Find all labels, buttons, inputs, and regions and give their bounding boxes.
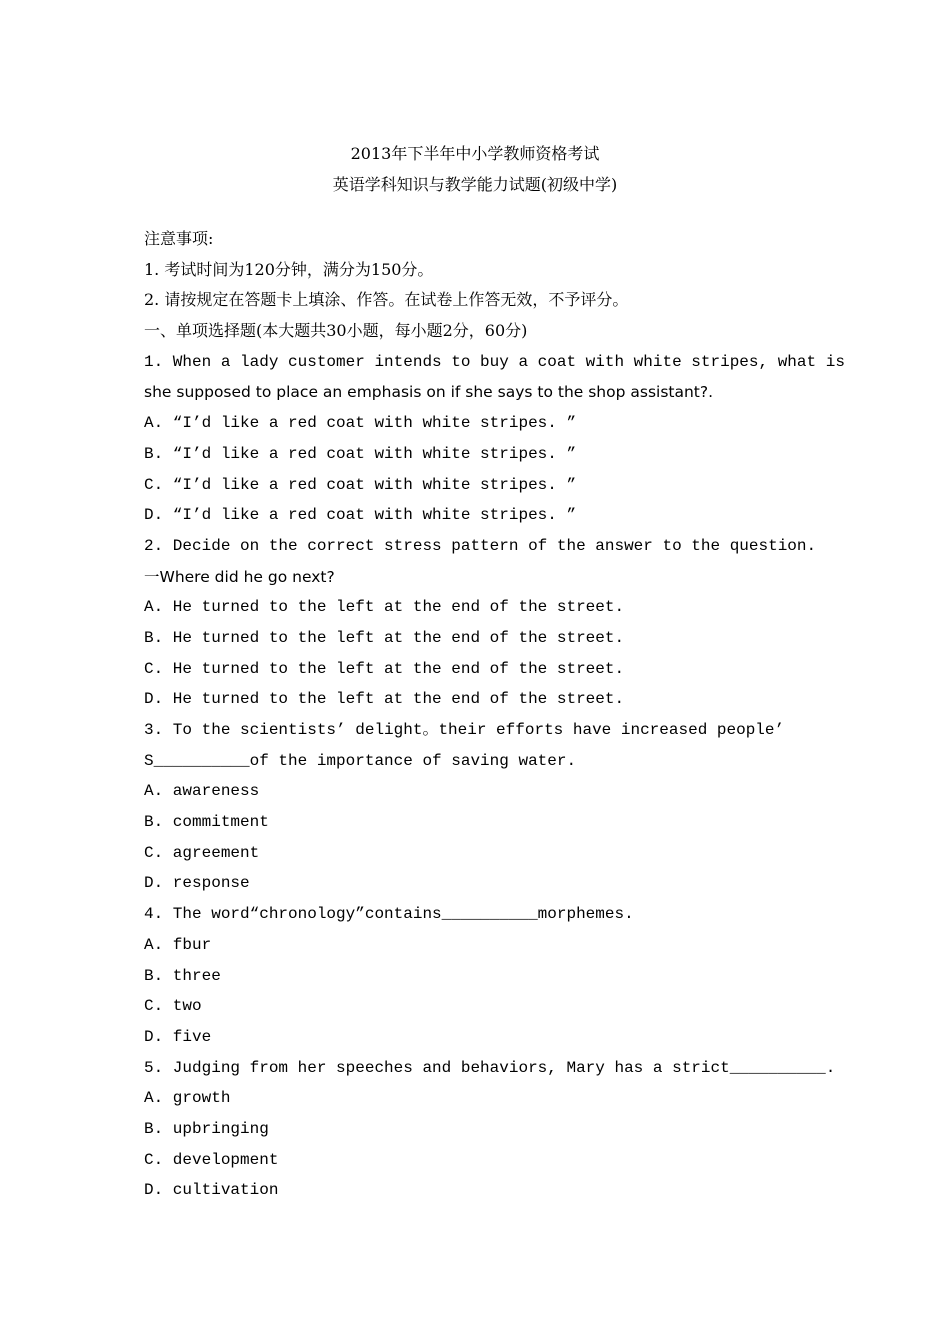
question-2-option-d: D. He turned to the left at the end of the street. (144, 690, 625, 709)
exam-title: 2013年下半年中小学教师资格考试 (350, 144, 600, 163)
question-3-option-a: A. awareness (144, 782, 260, 801)
question-1-stem-line-1: 1. When a lady customer intends to buy a coat with white stripes, what is (144, 352, 845, 371)
question-3-option-b: B. commitment (144, 813, 269, 832)
question-3-option-d: D. response (144, 874, 250, 893)
exam-subtitle: 英语学科知识与教学能力试题(初级中学) (332, 175, 618, 194)
exam-body (144, 224, 845, 1206)
question-1-option-b: B. “I’d like a red coat with white stripes. ” (144, 444, 577, 463)
question-3-option-c: C. agreement (144, 843, 260, 862)
question-4-stem: 4. The word“chronology”contains__________morphemes. (144, 905, 634, 924)
question-2-stem-line-1: 2. Decide on the correct stress pattern of the answer to the question. (144, 536, 817, 555)
question-4-option-c: C. two (144, 997, 202, 1016)
question-2-option-a: A. He turned to the left at the end of the street. (144, 598, 625, 617)
section-heading: 一、单项选择题(本大题共30小题，每小题2分，60分) (144, 321, 528, 341)
notes-item-1: 1. 考试时间为120分钟，满分为150分。 (144, 259, 434, 279)
question-2-stem-line-2: 一Where did he go next? (144, 567, 335, 586)
question-5-option-a: A. growth (144, 1089, 231, 1108)
question-1-option-a: A. “I’d like a red coat with white stripes. ” (144, 414, 577, 433)
notes-heading: 注意事项: (144, 229, 214, 248)
question-5-option-b: B. upbringing (144, 1119, 269, 1138)
question-3-stem-line-1: 3. To the scientists’ delight。their efforts have increased people’ (144, 721, 785, 739)
question-5-option-d: D. cultivation (144, 1181, 279, 1200)
question-4-option-b: B. three (144, 966, 221, 985)
question-1-option-d: D. “I’d like a red coat with white stripes. ” (144, 506, 577, 525)
question-4-option-d: D. five (144, 1027, 212, 1046)
question-2-option-b: B. He turned to the left at the end of the street. (144, 628, 625, 647)
question-1-stem-line-2: she supposed to place an emphasis on if she says to the shop assistant?. (144, 383, 714, 402)
question-1-option-c: C. “I’d like a red coat with white stripes. ” (144, 475, 577, 494)
question-3-stem-line-2: S__________of the importance of saving water. (144, 751, 577, 770)
question-5-stem: 5. Judging from her speeches and behaviors, Mary has a strict__________. (144, 1058, 836, 1077)
notes-item-2: 2. 请按规定在答题卡上填涂、作答。在试卷上作答无效，不予评分。 (144, 290, 629, 310)
question-5-option-c: C. development (144, 1150, 279, 1169)
question-4-option-a: A. fbur (144, 935, 212, 954)
question-2-option-c: C. He turned to the left at the end of the street. (144, 659, 625, 678)
